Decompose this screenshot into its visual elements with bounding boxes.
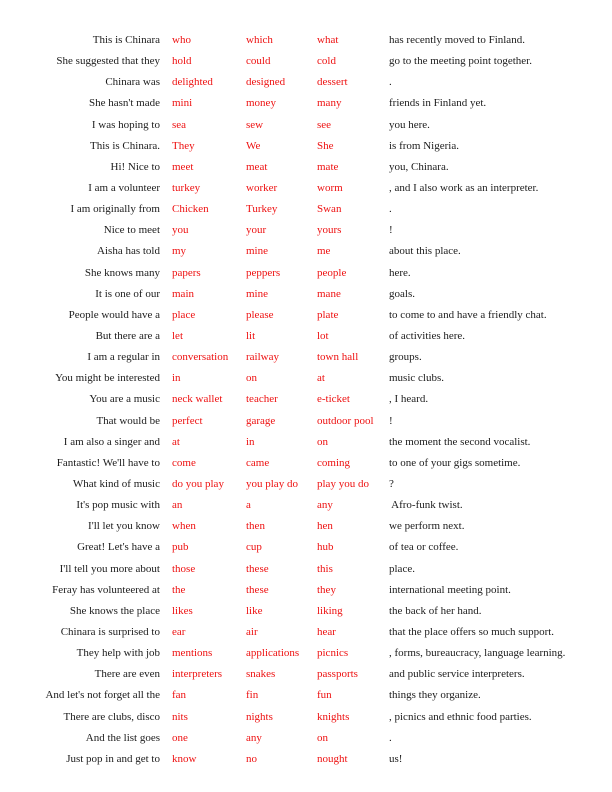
choice-option[interactable]: town hall bbox=[317, 351, 359, 364]
choice-option[interactable]: Turkey bbox=[246, 203, 278, 216]
choice-option[interactable]: fun bbox=[317, 689, 332, 702]
choice-option[interactable]: peppers bbox=[246, 266, 281, 279]
choice-option[interactable]: turkey bbox=[172, 181, 201, 194]
sentence-suffix: here. bbox=[389, 266, 411, 279]
sentence-suffix: you, Chinara. bbox=[389, 160, 449, 173]
exercise-row bbox=[0, 643, 612, 664]
choice-option[interactable]: garage bbox=[246, 414, 276, 427]
sentence-suffix: place. bbox=[389, 562, 415, 575]
choice-option[interactable]: railway bbox=[246, 351, 279, 364]
choice-option[interactable]: hold bbox=[172, 55, 192, 68]
choice-option[interactable]: coming bbox=[317, 456, 350, 469]
sentence-suffix: to come to and have a friendly chat. bbox=[389, 308, 547, 321]
choice-option[interactable]: likes bbox=[172, 604, 193, 617]
exercise-row bbox=[0, 136, 612, 157]
choice-option[interactable]: conversation bbox=[172, 351, 229, 364]
choice-option[interactable]: let bbox=[172, 329, 183, 342]
sentence-suffix: is from Nigeria. bbox=[389, 139, 459, 152]
choice-option[interactable]: teacher bbox=[246, 393, 278, 406]
choice-option[interactable]: sew bbox=[246, 118, 264, 131]
sentence-suffix: we perform next. bbox=[389, 520, 465, 533]
choice-option[interactable]: neck wallet bbox=[172, 393, 223, 406]
sentence-suffix: of activities here. bbox=[389, 329, 466, 342]
choice-option[interactable]: worker bbox=[246, 181, 278, 194]
exercise-row bbox=[0, 664, 612, 685]
choice-option[interactable]: many bbox=[317, 97, 342, 110]
sentence-prefix: She knows many bbox=[84, 266, 160, 279]
sentence-suffix: has recently moved to Finland. bbox=[389, 34, 525, 46]
sentence-prefix: But there are a bbox=[95, 329, 160, 342]
exercise-row bbox=[0, 685, 612, 706]
choice-option[interactable]: on bbox=[317, 435, 328, 448]
choice-option[interactable]: do you play bbox=[172, 477, 224, 490]
sentence-suffix: go to the meeting point together. bbox=[389, 55, 532, 68]
choice-option[interactable]: those bbox=[172, 562, 196, 575]
choice-option[interactable]: an bbox=[172, 499, 183, 512]
sentence-prefix: And the list goes bbox=[85, 731, 160, 744]
choice-option[interactable]: people bbox=[317, 266, 347, 279]
choice-option[interactable]: you bbox=[172, 224, 189, 237]
sentence-suffix: ! bbox=[389, 224, 393, 237]
choice-option[interactable]: know bbox=[172, 752, 197, 765]
sentence-prefix: Aisha has told bbox=[97, 245, 160, 258]
sentence-suffix: , and I also work as an interpreter. bbox=[389, 181, 539, 194]
choice-option[interactable]: snakes bbox=[246, 668, 276, 681]
exercise-row bbox=[0, 580, 612, 601]
choice-option[interactable]: my bbox=[172, 245, 187, 258]
sentence-prefix: She suggested that they bbox=[56, 55, 160, 68]
choice-option[interactable]: who bbox=[172, 34, 191, 46]
choice-option[interactable]: in bbox=[172, 372, 181, 385]
sentence-suffix: about this place. bbox=[389, 245, 461, 258]
sentence-prefix: I am originally from bbox=[70, 203, 160, 216]
choice-option[interactable]: picnics bbox=[317, 647, 349, 660]
choice-option[interactable]: they bbox=[317, 583, 336, 596]
exercise-row bbox=[0, 453, 612, 474]
choice-option[interactable]: main bbox=[172, 287, 194, 300]
choice-option[interactable]: fin bbox=[246, 689, 259, 702]
exercise-row bbox=[0, 432, 612, 453]
sentence-suffix: music clubs. bbox=[389, 372, 444, 385]
choice-option[interactable]: They bbox=[172, 139, 195, 152]
choice-option[interactable]: dessert bbox=[317, 76, 348, 89]
choice-option[interactable]: could bbox=[246, 55, 271, 68]
choice-option[interactable]: please bbox=[246, 308, 274, 321]
sentence-suffix: and public service interpreters. bbox=[389, 668, 525, 681]
sentence-prefix: Fantastic! We'll have to bbox=[56, 456, 160, 469]
sentence-prefix: You might be interested bbox=[55, 372, 160, 385]
sentence-prefix: And let's not forget all the bbox=[45, 689, 160, 702]
choice-option[interactable]: lot bbox=[317, 329, 329, 342]
choice-option[interactable]: this bbox=[317, 562, 333, 575]
choice-option[interactable]: passports bbox=[317, 668, 358, 681]
exercise-row bbox=[0, 30, 612, 51]
choice-option[interactable]: money bbox=[246, 97, 276, 110]
choice-option[interactable]: cold bbox=[317, 55, 336, 68]
sentence-suffix: , forms, bureaucracy, language learning. bbox=[389, 647, 566, 660]
choice-option[interactable]: hear bbox=[317, 625, 336, 638]
choice-option[interactable]: We bbox=[246, 139, 261, 152]
choice-option[interactable]: meat bbox=[246, 160, 268, 173]
sentence-prefix: I am also a singer and bbox=[63, 435, 160, 448]
choice-option[interactable]: nought bbox=[317, 752, 348, 765]
exercise-row bbox=[0, 305, 612, 326]
choice-option[interactable]: knights bbox=[317, 710, 350, 723]
exercise-row bbox=[0, 241, 612, 262]
sentence-suffix: goals. bbox=[389, 287, 415, 300]
choice-option[interactable]: any bbox=[246, 731, 262, 744]
exercise-row bbox=[0, 601, 612, 622]
choice-option[interactable]: at bbox=[172, 435, 180, 448]
exercise-row bbox=[0, 622, 612, 643]
sentence-prefix: Feray has volunteered at bbox=[52, 583, 160, 596]
choice-option[interactable]: interpreters bbox=[172, 668, 223, 681]
sentence-prefix: Hi! Nice to bbox=[110, 160, 160, 173]
sentence-prefix: You are a music bbox=[89, 393, 160, 406]
choice-option[interactable]: at bbox=[317, 372, 325, 385]
sentence-suffix: us! bbox=[389, 752, 403, 765]
choice-option[interactable]: nights bbox=[246, 710, 273, 723]
choice-option[interactable]: then bbox=[246, 520, 265, 533]
sentence-suffix: that the place offers so much support. bbox=[389, 625, 555, 638]
choice-option[interactable]: the bbox=[172, 583, 186, 596]
sentence-suffix: , picnics and ethnic food parties. bbox=[389, 710, 532, 723]
choice-option[interactable]: you play do bbox=[246, 477, 298, 490]
exercise-row bbox=[0, 115, 612, 136]
sentence-prefix: That would be bbox=[96, 414, 160, 427]
sentence-prefix: She hasn't made bbox=[88, 97, 160, 110]
choice-option[interactable]: these bbox=[246, 583, 269, 596]
sentence-suffix: . bbox=[389, 731, 392, 744]
sentence-prefix: Great! Let's have a bbox=[77, 541, 160, 554]
exercise-row bbox=[0, 516, 612, 537]
exercise-row bbox=[0, 495, 612, 516]
sentence-prefix: People would have a bbox=[68, 308, 160, 321]
sentence-suffix: . bbox=[389, 203, 392, 216]
sentence-suffix: groups. bbox=[389, 351, 422, 364]
sentence-suffix: things they organize. bbox=[389, 689, 481, 702]
sentence-suffix: friends in Finland yet. bbox=[389, 97, 487, 110]
choice-option[interactable]: liking bbox=[317, 604, 343, 617]
sentence-prefix: It's pop music with bbox=[76, 499, 160, 512]
exercise-row bbox=[0, 389, 612, 410]
choice-option[interactable]: fan bbox=[172, 689, 187, 702]
choice-option[interactable]: mane bbox=[317, 287, 341, 300]
exercise-row bbox=[0, 199, 612, 220]
exercise-row bbox=[0, 220, 612, 241]
sentence-prefix: Nice to meet bbox=[103, 224, 160, 237]
exercise-row bbox=[0, 51, 612, 72]
choice-option[interactable]: place bbox=[172, 308, 196, 321]
sentence-suffix: of tea or coffee. bbox=[389, 541, 459, 554]
choice-option[interactable]: your bbox=[246, 224, 267, 237]
sentence-prefix: I'll let you know bbox=[88, 520, 160, 533]
choice-option[interactable]: mate bbox=[317, 160, 339, 173]
exercise-row bbox=[0, 93, 612, 114]
choice-option[interactable]: what bbox=[317, 34, 339, 46]
choice-option[interactable]: perfect bbox=[172, 414, 203, 427]
choice-option[interactable]: Swan bbox=[317, 203, 342, 216]
sentence-suffix: international meeting point. bbox=[389, 583, 511, 596]
exercise-row bbox=[0, 728, 612, 749]
choice-option[interactable]: papers bbox=[172, 266, 201, 279]
choice-option[interactable]: which bbox=[246, 34, 273, 46]
exercise-row bbox=[0, 559, 612, 580]
sentence-prefix: There are even bbox=[94, 668, 160, 681]
choice-option[interactable]: meet bbox=[172, 160, 194, 173]
choice-option[interactable]: lit bbox=[246, 329, 256, 342]
sentence-prefix: This is Chinara. bbox=[90, 139, 160, 152]
sentence-suffix: ! bbox=[389, 414, 393, 427]
choice-option[interactable]: in bbox=[246, 435, 255, 448]
choice-option[interactable]: come bbox=[172, 456, 196, 469]
choice-option[interactable]: mine bbox=[246, 287, 268, 300]
exercise-row bbox=[0, 347, 612, 368]
sentence-prefix: It is one of our bbox=[95, 287, 160, 300]
choice-option[interactable]: cup bbox=[246, 541, 262, 554]
choice-option[interactable]: one bbox=[172, 731, 188, 744]
choice-option[interactable]: mentions bbox=[172, 647, 213, 660]
choice-option[interactable]: She bbox=[317, 139, 334, 152]
exercise-row bbox=[0, 749, 612, 770]
choice-option[interactable]: a bbox=[246, 499, 251, 512]
choice-option[interactable]: play you do bbox=[317, 477, 369, 490]
choice-option[interactable]: outdoor pool bbox=[317, 414, 374, 427]
choice-option[interactable]: on bbox=[317, 731, 328, 744]
sentence-suffix: . bbox=[389, 76, 392, 89]
sentence-prefix: What kind of music bbox=[72, 477, 160, 490]
exercise-row bbox=[0, 326, 612, 347]
sentence-prefix: Just pop in and get to bbox=[66, 752, 160, 765]
sentence-suffix: to one of your gigs sometime. bbox=[389, 456, 521, 469]
choice-option[interactable]: designed bbox=[246, 76, 286, 89]
sentence-suffix: ? bbox=[389, 477, 394, 490]
sentence-suffix: Afro-funk twist. bbox=[389, 499, 463, 512]
sentence-prefix: Chinara is surprised to bbox=[60, 625, 160, 638]
choice-option[interactable]: on bbox=[246, 372, 257, 385]
choice-option[interactable]: hub bbox=[317, 541, 334, 554]
exercise-row bbox=[0, 368, 612, 389]
exercise-row bbox=[0, 537, 612, 558]
sentence-prefix: I am a volunteer bbox=[88, 181, 160, 194]
exercise-row bbox=[0, 474, 612, 495]
sentence-prefix: Chinara was bbox=[105, 76, 160, 89]
choice-option[interactable]: me bbox=[317, 245, 331, 258]
choice-option[interactable]: came bbox=[246, 456, 270, 469]
choice-option[interactable]: plate bbox=[317, 308, 339, 321]
choice-option[interactable]: see bbox=[317, 118, 332, 131]
sentence-prefix: I am a regular in bbox=[87, 351, 160, 364]
exercise-row bbox=[0, 411, 612, 432]
choice-option[interactable]: e-ticket bbox=[317, 393, 350, 406]
sentence-prefix: I was hoping to bbox=[91, 118, 160, 131]
sentence-prefix: They help with job bbox=[76, 647, 160, 660]
choice-option[interactable]: no bbox=[246, 752, 257, 765]
exercise-row bbox=[0, 157, 612, 178]
sentence-prefix: I'll tell you more about bbox=[59, 562, 160, 575]
exercise-row bbox=[0, 178, 612, 199]
sentence-suffix: the moment the second vocalist. bbox=[389, 435, 531, 448]
choice-option[interactable]: mine bbox=[246, 245, 268, 258]
choice-option[interactable]: yours bbox=[317, 224, 342, 237]
choice-option[interactable]: delighted bbox=[172, 76, 213, 89]
choice-option[interactable]: mini bbox=[172, 97, 193, 110]
sentence-prefix: This is Chinara bbox=[92, 34, 160, 46]
sentence-suffix: you here. bbox=[389, 118, 430, 131]
exercise-row bbox=[0, 707, 612, 728]
choice-option[interactable]: pub bbox=[172, 541, 189, 554]
sentence-prefix: She knows the place bbox=[69, 604, 160, 617]
choice-option[interactable]: when bbox=[172, 520, 196, 533]
choice-option[interactable]: nits bbox=[172, 710, 188, 723]
choice-option[interactable]: hen bbox=[317, 520, 333, 533]
choice-option[interactable]: worm bbox=[317, 181, 343, 194]
sentence-prefix: There are clubs, disco bbox=[63, 710, 160, 723]
exercise-row bbox=[0, 72, 612, 93]
choice-option[interactable]: air bbox=[246, 625, 258, 638]
choice-option[interactable]: applications bbox=[246, 647, 300, 660]
choice-option[interactable]: these bbox=[246, 562, 269, 575]
sentence-suffix: the back of her hand. bbox=[389, 604, 482, 617]
choice-option[interactable]: ear bbox=[172, 625, 186, 638]
exercise-row bbox=[0, 263, 612, 284]
exercise-row bbox=[0, 284, 612, 305]
choice-option[interactable]: like bbox=[246, 604, 263, 617]
worksheet-rows bbox=[0, 30, 612, 770]
choice-option[interactable]: any bbox=[317, 499, 333, 512]
choice-option[interactable]: sea bbox=[172, 118, 187, 131]
sentence-suffix: , I heard. bbox=[389, 393, 429, 406]
choice-option[interactable]: Chicken bbox=[172, 203, 209, 216]
